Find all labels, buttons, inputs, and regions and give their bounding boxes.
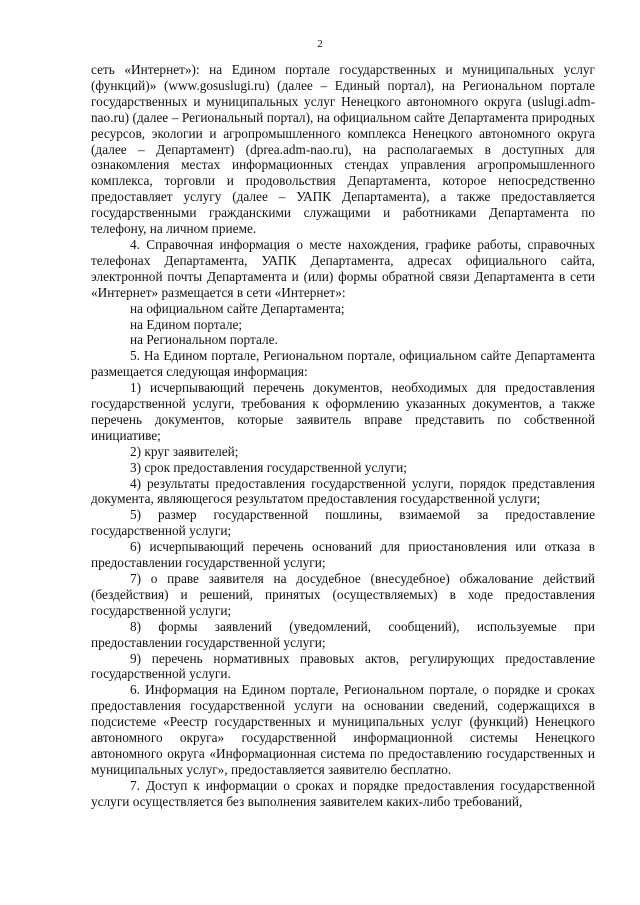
paragraph: 8) формы заявлений (уведомлений, сообщений), используемые при предоставлении государственной услуги;: [91, 618, 595, 650]
paragraph: 3) срок предоставления государственной услуги;: [130, 459, 407, 475]
paragraph: на официальном сайте Департамента;: [130, 300, 345, 316]
paragraph: 5. На Едином портале, Региональном портале, официальном сайте Департамента размещается следующая информация:: [91, 348, 595, 380]
paragraph: 5) размер государственной пошлины, взимаемой за предоставление государственной услуги;: [91, 507, 595, 539]
document-body: [91, 62, 595, 810]
paragraph: сеть «Интернет»): на Едином портале государственных и муниципальных услуг (функций)» (www.gosuslugi.ru) (далее – Единый портал), на Региональном портале государственных и муниципальных услуг Ненецкого автономного округа (uslugi.adm-nao.ru) (далее – Региональный портал), на официальном сайте Департамента природных ресурсов, экологии и агропромышленного комплекса Ненецкого автономного округа (далее – Департамент) (dprea.adm-nao.ru), на располагаемых в доступных для ознакомления местах информационных стендах управления агропромышленного комплекса, торговли и продовольствия Департамента, которое непосредственно предоставляет услугу (далее – УАПК Департамента), а также предоставляется государственными гражданскими служащими и работниками Департамента по телефону, на личном приеме.: [91, 62, 595, 237]
paragraph: 4. Справочная информация о месте нахождения, графике работы, справочных телефонах Департамента, УАПК Департамента, адресах официального сайта, электронной почты Департамента и (или) формы обратной связи Департамента в сети «Интернет» размещается в сети «Интернет»:: [91, 236, 595, 300]
paragraph: 1) исчерпывающий перечень документов, необходимых для предоставления государственной услуги, требования к оформлению указанных документов, а также перечень документов, которые заявитель вправе представить по собственной инициативе;: [91, 380, 595, 443]
paragraph: 2) круг заявителей;: [130, 443, 239, 459]
paragraph: 6) исчерпывающий перечень оснований для приостановления или отказа в предоставлении государственной услуги;: [91, 539, 595, 571]
paragraph: 7) о праве заявителя на досудебное (внесудебное) обжалование действий (бездействия) и решений, принятых (осуществляемых) в ходе предоставления государственной услуги;: [91, 571, 595, 618]
paragraph: на Едином портале;: [130, 316, 243, 332]
page-number: 2: [317, 38, 323, 50]
paragraph: 9) перечень нормативных правовых актов, регулирующих предоставление государственной услуги.: [91, 650, 595, 682]
paragraph: 4) результаты предоставления государственной услуги, порядок представления документа, являющегося результатом предоставления государственной услуги;: [91, 475, 595, 507]
paragraph: 7. Доступ к информации о сроках и порядке предоставления государственной услуги осуществляется без выполнения заявителем каких-либо требований,: [91, 777, 595, 809]
paragraph: 6. Информация на Едином портале, Региональном портале, о порядке и сроках предоставления государственной услуги на основании сведений, содержащихся в подсистеме «Реестр государственных и муниципальных услуг (функций) Ненецкого автономного округа» государственной информационной системы Ненецкого автономного округа «Информационная система по предоставлению государственных и муниципальных услуг», предоставляется заявителю бесплатно.: [91, 682, 595, 777]
paragraph: на Региональном портале.: [130, 332, 278, 348]
